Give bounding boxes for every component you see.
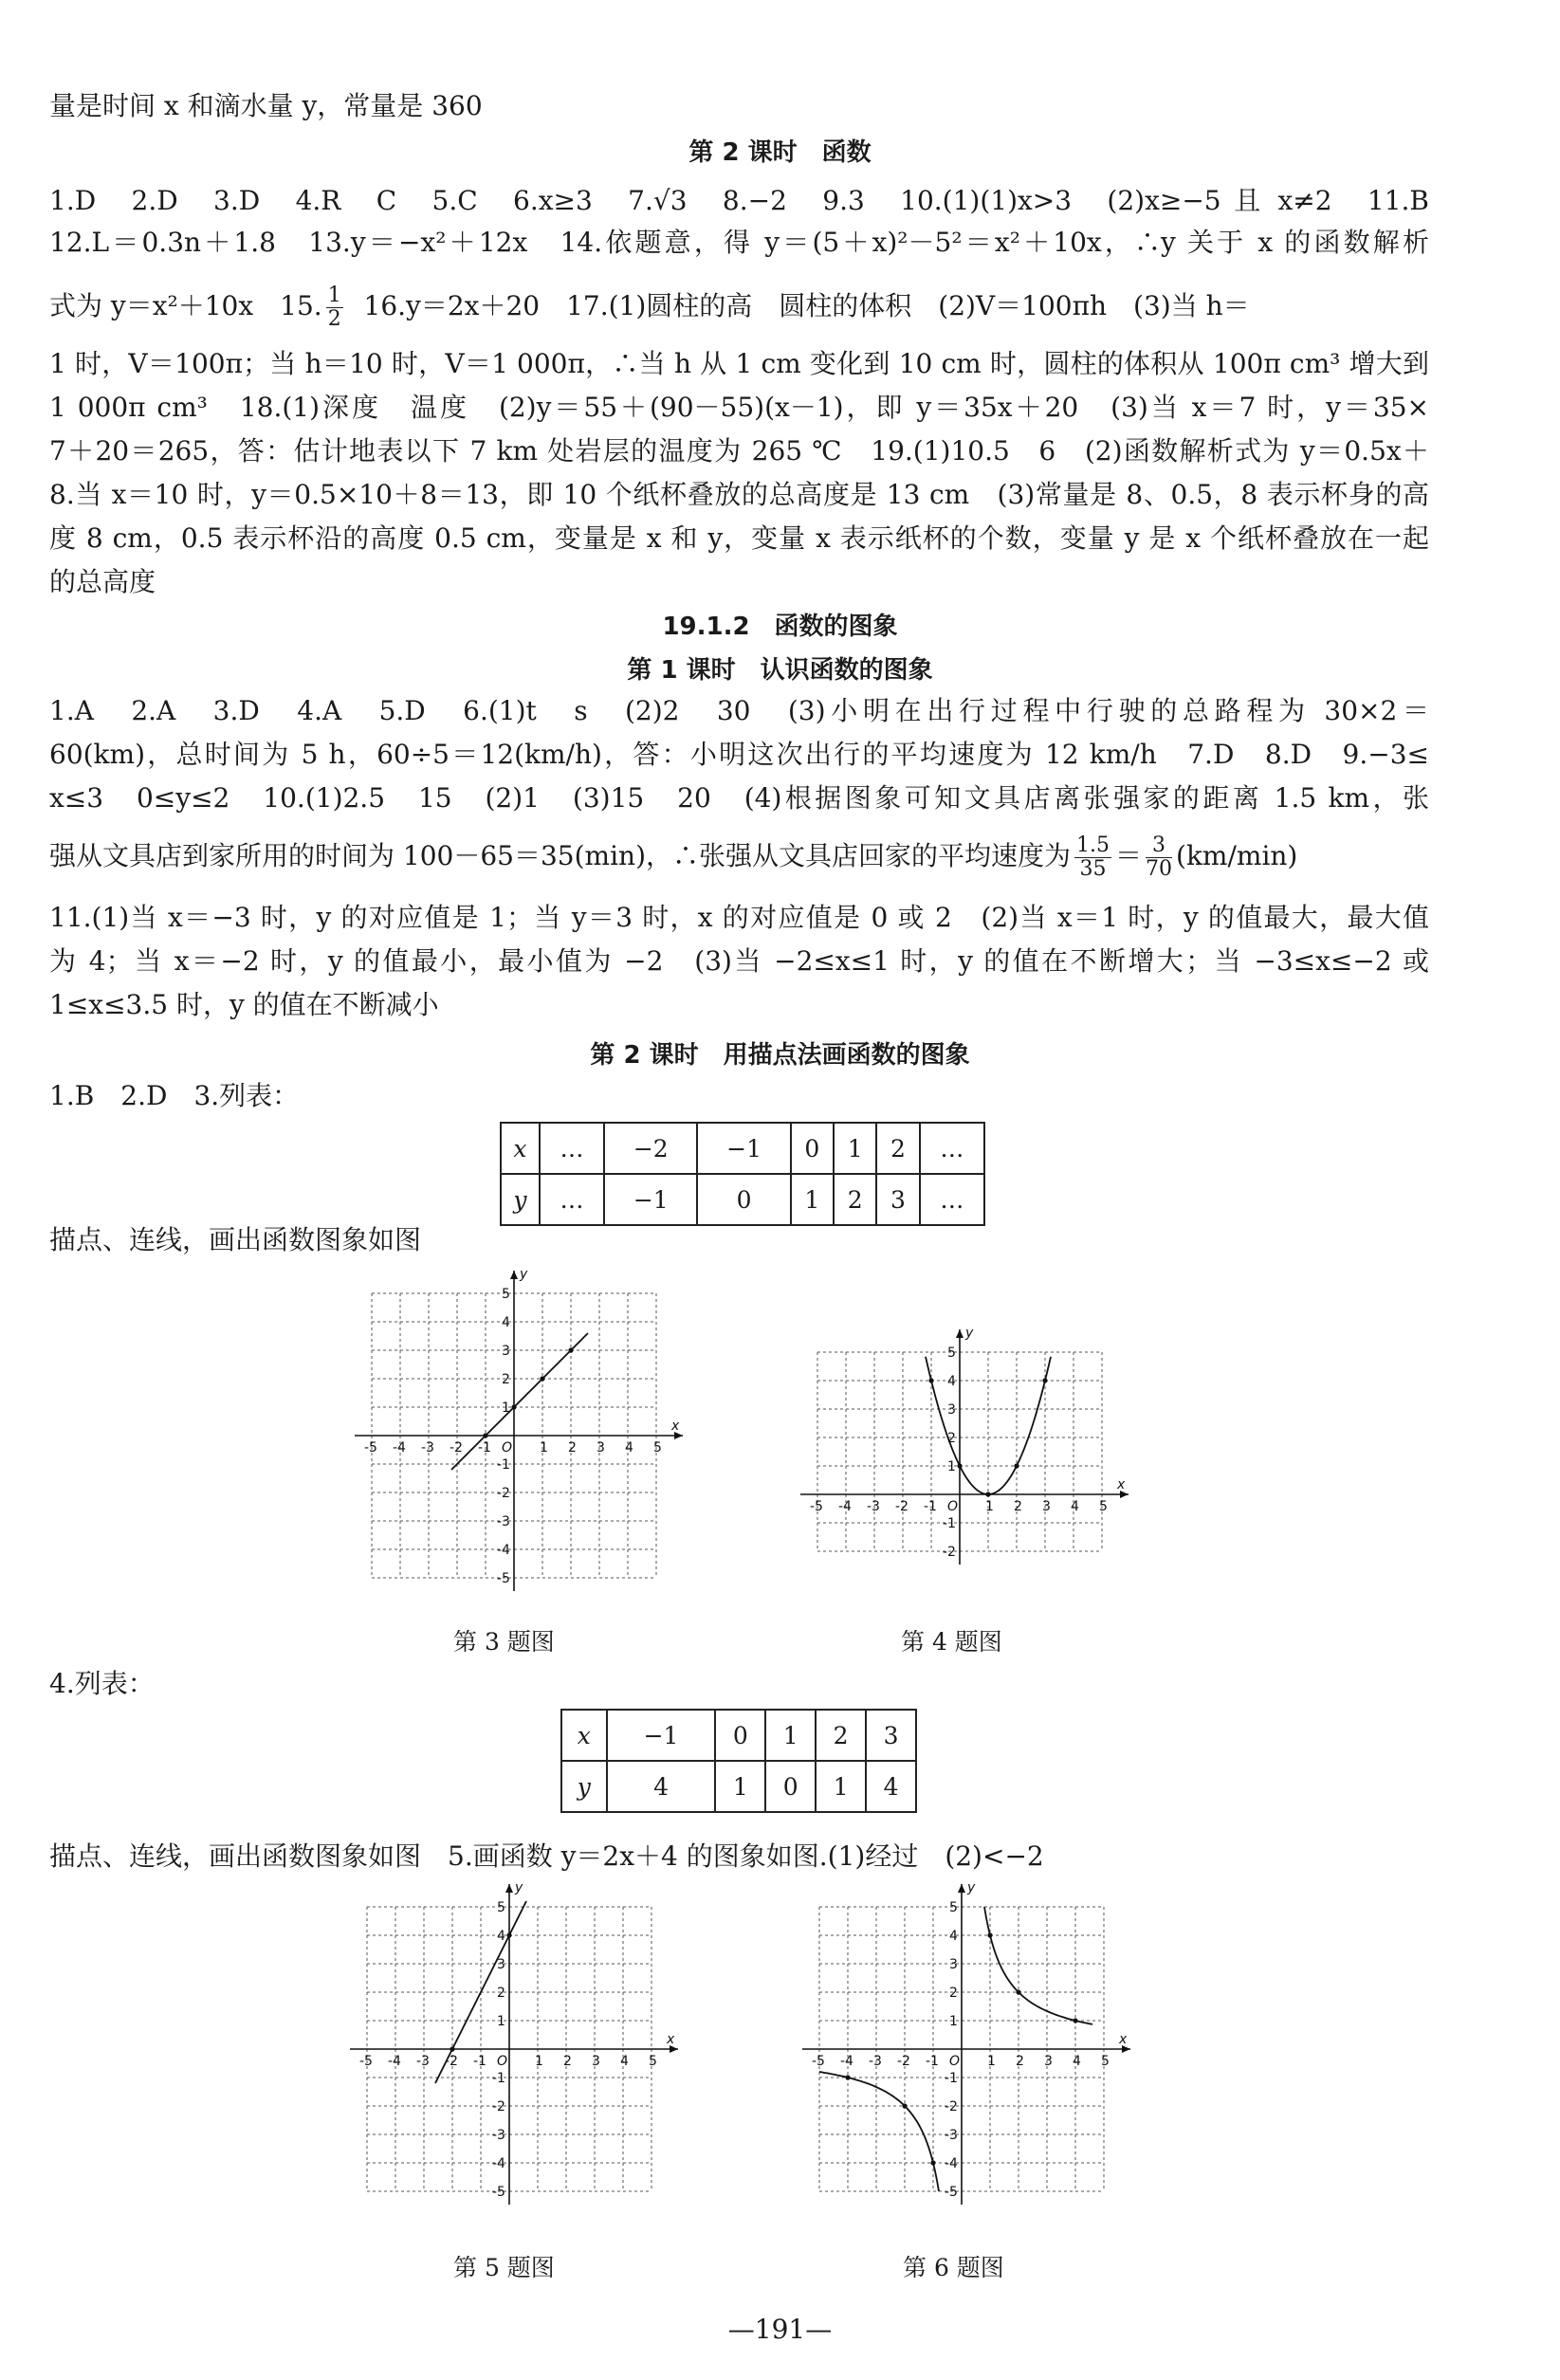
- y-tick-label: -5: [945, 2185, 958, 2200]
- figure-caption: 第 5 题图: [453, 2254, 555, 2281]
- graph-problem-5: [327, 1882, 688, 2233]
- x-tick-label: -2: [450, 1440, 463, 1455]
- table-cell: …: [920, 1123, 984, 1174]
- y-tick-label: -2: [943, 1545, 956, 1560]
- answer-line: 1.D 2.D 3.D 4.R C 5.C 6.x≥3 7.√3 8.−2 9.3 10.(1)(1)x>3 (2)x≥−5 且 x≠2 11.B: [49, 185, 1429, 216]
- data-point: [483, 1433, 487, 1437]
- x-tick-label: -3: [421, 1440, 434, 1455]
- y-tick-label: 5: [502, 1287, 510, 1302]
- data-point: [928, 1378, 933, 1382]
- data-point: [985, 1492, 990, 1496]
- fraction-denominator: 35: [1079, 857, 1107, 881]
- y-tick-label: -4: [492, 2156, 505, 2171]
- data-point: [506, 1932, 511, 1937]
- y-tick-label: 3: [502, 1344, 510, 1359]
- y-tick-label: 5: [947, 1346, 956, 1361]
- x-tick-label: 4: [1073, 2054, 1081, 2069]
- table-cell: 1: [834, 1123, 876, 1174]
- y-tick-label: 2: [502, 1372, 510, 1387]
- table-row-x: [561, 1710, 916, 1761]
- answer-line: 的总高度: [49, 566, 156, 597]
- x-tick-label: -2: [445, 2054, 458, 2069]
- y-tick-label: 1: [502, 1401, 510, 1416]
- table-cell: 0: [791, 1123, 834, 1174]
- y-axis-label: y: [515, 1880, 523, 1895]
- y-axis-arrow: [958, 1884, 965, 1893]
- data-point: [987, 1932, 992, 1937]
- origin-label: O: [497, 2054, 508, 2069]
- x-tick-label: 3: [592, 2054, 600, 2069]
- page-number: —191—: [727, 2314, 833, 2345]
- x-tick-label: 1: [540, 1440, 548, 1455]
- x-tick-label: 2: [1016, 2054, 1024, 2069]
- x-tick-label: -3: [416, 2054, 430, 2069]
- x-tick-label: -1: [478, 1440, 491, 1455]
- text-segment: 强从文具店到家所用的时间为 100－65＝35(min)，∴张强从文具店回家的平均速度为: [49, 840, 1071, 871]
- origin-label: O: [949, 2054, 961, 2069]
- table-cell: −1: [697, 1123, 790, 1174]
- x-tick-label: 4: [620, 2054, 629, 2069]
- graph-problem-3: [332, 1269, 692, 1620]
- answer-line: [49, 834, 1429, 881]
- data-point: [957, 1463, 962, 1468]
- value-table-3: [500, 1122, 985, 1226]
- x-tick-label: 4: [625, 1440, 633, 1455]
- table-row-y: [501, 1174, 984, 1225]
- answer-line: 1≤x≤3.5 时，y 的值在不断减小: [49, 989, 439, 1020]
- y-tick-label: 3: [497, 1957, 505, 1972]
- table-cell: 3: [876, 1174, 919, 1225]
- table-row-y: [561, 1761, 916, 1812]
- data-point: [450, 2046, 454, 2051]
- y-tick-label: -3: [945, 2128, 958, 2143]
- origin-label: O: [502, 1440, 513, 1455]
- answer-line: 1.A 2.A 3.D 4.A 5.D 6.(1)t s (2)2 30 (3)小明在出行过程中行驶的总路程为 30×2＝: [49, 695, 1429, 726]
- data-point: [902, 2103, 907, 2108]
- y-tick-label: -5: [492, 2185, 505, 2200]
- y-tick-label: -3: [492, 2128, 505, 2143]
- x-axis-label: x: [671, 1419, 680, 1434]
- y-tick-label: 3: [949, 1957, 958, 1972]
- answer-line: 度 8 cm，0.5 表示杯沿的高度 0.5 cm，变量是 x 和 y，变量 x 表示纸杯的个数，变量 y 是 x 个纸杯叠放在一起: [49, 522, 1429, 554]
- fraction-numerator: 1: [327, 284, 341, 307]
- answer-line: 11.(1)当 x＝−3 时，y 的对应值是 1；当 y＝3 时，x 的对应值是 0 或 2 (2)当 x＝1 时，y 的值最大，最大值: [49, 902, 1429, 933]
- x-tick-label: -4: [388, 2054, 401, 2069]
- table-cell: 2: [834, 1174, 876, 1225]
- text-segment: (km/min): [1176, 840, 1298, 871]
- table-cell: 3: [866, 1710, 916, 1761]
- table-cell: x: [501, 1123, 540, 1174]
- x-tick-label: 5: [649, 2054, 657, 2069]
- table-cell: −1: [607, 1710, 716, 1761]
- x-tick-label: 3: [596, 1440, 605, 1455]
- y-tick-label: -2: [945, 2099, 958, 2115]
- table-row-x: [501, 1123, 984, 1174]
- section-heading: 第 1 课时 认识函数的图象: [627, 656, 933, 685]
- data-point: [930, 2160, 935, 2165]
- table-cell: 0: [715, 1710, 765, 1761]
- x-tick-label: 5: [653, 1440, 662, 1455]
- answer-line: 为 4；当 x＝−2 时，y 的值最小，最小值为 −2 (3)当 −2≤x≤1 时，y 的值在不断增大；当 −3≤x≤−2 或: [49, 945, 1429, 977]
- graph-problem-4: [778, 1327, 1138, 1621]
- x-tick-label: 3: [1042, 1499, 1051, 1514]
- table-cell: 0: [697, 1174, 790, 1225]
- y-tick-label: -1: [945, 2071, 958, 2086]
- answer-line: 8.当 x＝10 时，y＝0.5×10＋8＝13，即 10 个纸杯叠放的总高度是 13 cm (3)常量是 8、0.5，8 表示杯身的高: [49, 479, 1429, 510]
- x-tick-label: -4: [840, 2054, 853, 2069]
- y-tick-label: -2: [492, 2099, 505, 2115]
- table-cell: y: [561, 1761, 607, 1812]
- table-cell: 2: [876, 1123, 919, 1174]
- answer-line: 1 时，V＝100π；当 h＝10 时，V＝1 000π，∴当 h 从 1 cm 变化到 10 cm 时，圆柱的体积从 100π cm³ 增大到: [49, 348, 1429, 379]
- section-heading: 第 2 课时 函数: [688, 138, 872, 167]
- y-axis-label: y: [520, 1267, 528, 1282]
- fraction-numerator: 3: [1146, 834, 1172, 858]
- table-cell: y: [501, 1174, 540, 1225]
- text-segment: 式为 y＝x²＋10x 15.: [49, 290, 322, 321]
- x-tick-label: 4: [1071, 1499, 1079, 1514]
- x-tick-label: -3: [869, 2054, 882, 2069]
- y-axis-arrow: [510, 1271, 518, 1279]
- table-cell: 2: [816, 1710, 866, 1761]
- x-tick-label: -5: [359, 2054, 373, 2069]
- x-tick-label: 5: [1101, 2054, 1110, 2069]
- y-tick-label: 5: [497, 1900, 505, 1915]
- table-cell: −2: [604, 1123, 697, 1174]
- y-tick-label: 2: [497, 1986, 505, 2001]
- x-tick-label: -1: [926, 2054, 939, 2069]
- table-cell: −1: [604, 1174, 697, 1225]
- x-tick-label: -2: [895, 1499, 908, 1514]
- y-tick-label: -5: [497, 1571, 510, 1586]
- x-tick-label: -4: [838, 1499, 852, 1514]
- y-axis-label: y: [965, 1326, 974, 1341]
- x-tick-label: -5: [812, 2054, 825, 2069]
- table-cell: …: [540, 1123, 604, 1174]
- answer-line: 描点、连线，画出函数图象如图: [49, 1224, 422, 1255]
- data-point: [845, 2075, 850, 2079]
- y-tick-label: 4: [947, 1374, 956, 1389]
- y-tick-label: 2: [947, 1431, 956, 1446]
- y-tick-label: -4: [945, 2156, 958, 2171]
- y-tick-label: -3: [497, 1514, 510, 1529]
- y-tick-label: 3: [947, 1402, 956, 1418]
- fraction-denominator: 2: [327, 307, 341, 331]
- data-point: [1042, 1378, 1047, 1382]
- section-heading: 19.1.2 函数的图象: [662, 613, 898, 641]
- data-point: [540, 1376, 544, 1381]
- x-tick-label: -5: [810, 1499, 823, 1514]
- x-tick-label: 2: [1014, 1499, 1022, 1514]
- x-tick-label: -1: [473, 2054, 486, 2069]
- answer-line: 7＋20＝265，答：估计地表以下 7 km 处岩层的温度为 265 ℃ 19.(1)10.5 6 (2)函数解析式为 y＝0.5x＋: [49, 435, 1429, 467]
- x-tick-label: 1: [987, 2054, 996, 2069]
- answer-line: 描点、连线，画出函数图象如图 5.画函数 y＝2x＋4 的图象如图.(1)经过 (2)<−2: [49, 1840, 1044, 1872]
- y-tick-label: 5: [949, 1900, 958, 1915]
- table-cell: 1: [765, 1710, 816, 1761]
- table-cell: …: [540, 1174, 604, 1225]
- y-tick-label: 4: [497, 1929, 505, 1944]
- table-cell: 4: [607, 1761, 716, 1812]
- data-point: [568, 1347, 573, 1352]
- answer-line: [49, 284, 1429, 331]
- data-point: [1073, 2018, 1077, 2023]
- y-tick-label: 1: [949, 2014, 958, 2029]
- x-tick-label: -3: [867, 1499, 880, 1514]
- y-tick-label: 1: [947, 1459, 956, 1474]
- x-tick-label: 3: [1044, 2054, 1053, 2069]
- y-tick-label: 4: [502, 1315, 510, 1330]
- answer-line: 12.L＝0.3n＋1.8 13.y＝−x²＋12x 14.依题意，得 y＝(5＋x)²－5²＝x²＋10x，∴y 关于 x 的函数解析: [49, 227, 1429, 258]
- data-point: [511, 1404, 516, 1409]
- fraction-numerator: 1.5: [1076, 833, 1110, 857]
- x-axis-label: x: [667, 2032, 675, 2047]
- y-tick-label: -4: [497, 1543, 510, 1558]
- fraction: [1074, 834, 1111, 881]
- text-line: 量是时间 x 和滴水量 y，常量是 360: [49, 90, 483, 121]
- answer-line: 1 000π cm³ 18.(1)深度 温度 (2)y＝55＋(90－55)(x－1)，即 y＝35x＋20 (3)当 x＝7 时，y＝35×: [49, 392, 1429, 423]
- table-cell: 1: [816, 1761, 866, 1812]
- x-tick-label: -2: [897, 2054, 910, 2069]
- y-tick-label: -1: [497, 1457, 510, 1473]
- figure-caption: 第 4 题图: [901, 1628, 1002, 1656]
- answer-line: 60(km)，总时间为 5 h，60÷5＝12(km/h)，答：小明这次出行的平均速度为 12 km/h 7.D 8.D 9.−3≤: [49, 739, 1429, 770]
- x-axis-label: x: [1119, 2032, 1128, 2047]
- answer-line: 4.列表：: [49, 1668, 155, 1699]
- answer-line: x≤3 0≤y≤2 10.(1)2.5 15 (2)1 (3)15 20 (4)根据图象可知文具店离张强家的距离 1.5 km，张: [49, 782, 1429, 814]
- y-axis-arrow: [505, 1884, 513, 1893]
- y-tick-label: 2: [949, 1986, 958, 2001]
- y-tick-label: -2: [497, 1486, 510, 1501]
- table-cell: 0: [765, 1761, 816, 1812]
- x-tick-label: -4: [393, 1440, 406, 1455]
- x-tick-label: 2: [563, 2054, 572, 2069]
- x-tick-label: -5: [364, 1440, 377, 1455]
- table-cell: 4: [866, 1761, 916, 1812]
- table-cell: x: [561, 1710, 607, 1761]
- origin-label: O: [947, 1499, 959, 1514]
- text-segment: 16.y＝2x＋20 17.(1)圆柱的高 圆柱的体积 (2)V＝100πh (3)当 h＝: [363, 290, 1250, 321]
- data-point: [1014, 1463, 1019, 1468]
- fraction: [1146, 834, 1172, 881]
- figure-caption: 第 6 题图: [903, 2254, 1004, 2281]
- y-tick-label: -1: [492, 2071, 505, 2086]
- fraction-denominator: 70: [1146, 857, 1173, 881]
- x-tick-label: 5: [1099, 1499, 1108, 1514]
- x-tick-label: 1: [535, 2054, 543, 2069]
- data-point: [1016, 1989, 1020, 1994]
- section-heading: 第 2 课时 用描点法画函数的图象: [590, 1041, 970, 1070]
- x-tick-label: -1: [924, 1499, 937, 1514]
- fraction: [326, 284, 343, 331]
- figure-caption: 第 3 题图: [453, 1628, 555, 1656]
- y-axis-arrow: [956, 1329, 964, 1338]
- y-tick-label: -1: [943, 1516, 956, 1531]
- table-cell: …: [920, 1174, 984, 1225]
- table-cell: 1: [791, 1174, 834, 1225]
- y-tick-label: 4: [949, 1929, 958, 1944]
- equals-sign: ＝: [1115, 840, 1143, 871]
- y-tick-label: 1: [497, 2014, 505, 2029]
- value-table-4: [560, 1709, 917, 1813]
- x-tick-label: 2: [568, 1440, 577, 1455]
- table-cell: 1: [715, 1761, 765, 1812]
- answer-line: 1.B 2.D 3.列表：: [49, 1080, 300, 1111]
- y-axis-label: y: [967, 1880, 976, 1895]
- x-axis-label: x: [1117, 1477, 1126, 1492]
- x-tick-label: 1: [985, 1499, 994, 1514]
- graph-problem-6: [780, 1882, 1140, 2233]
